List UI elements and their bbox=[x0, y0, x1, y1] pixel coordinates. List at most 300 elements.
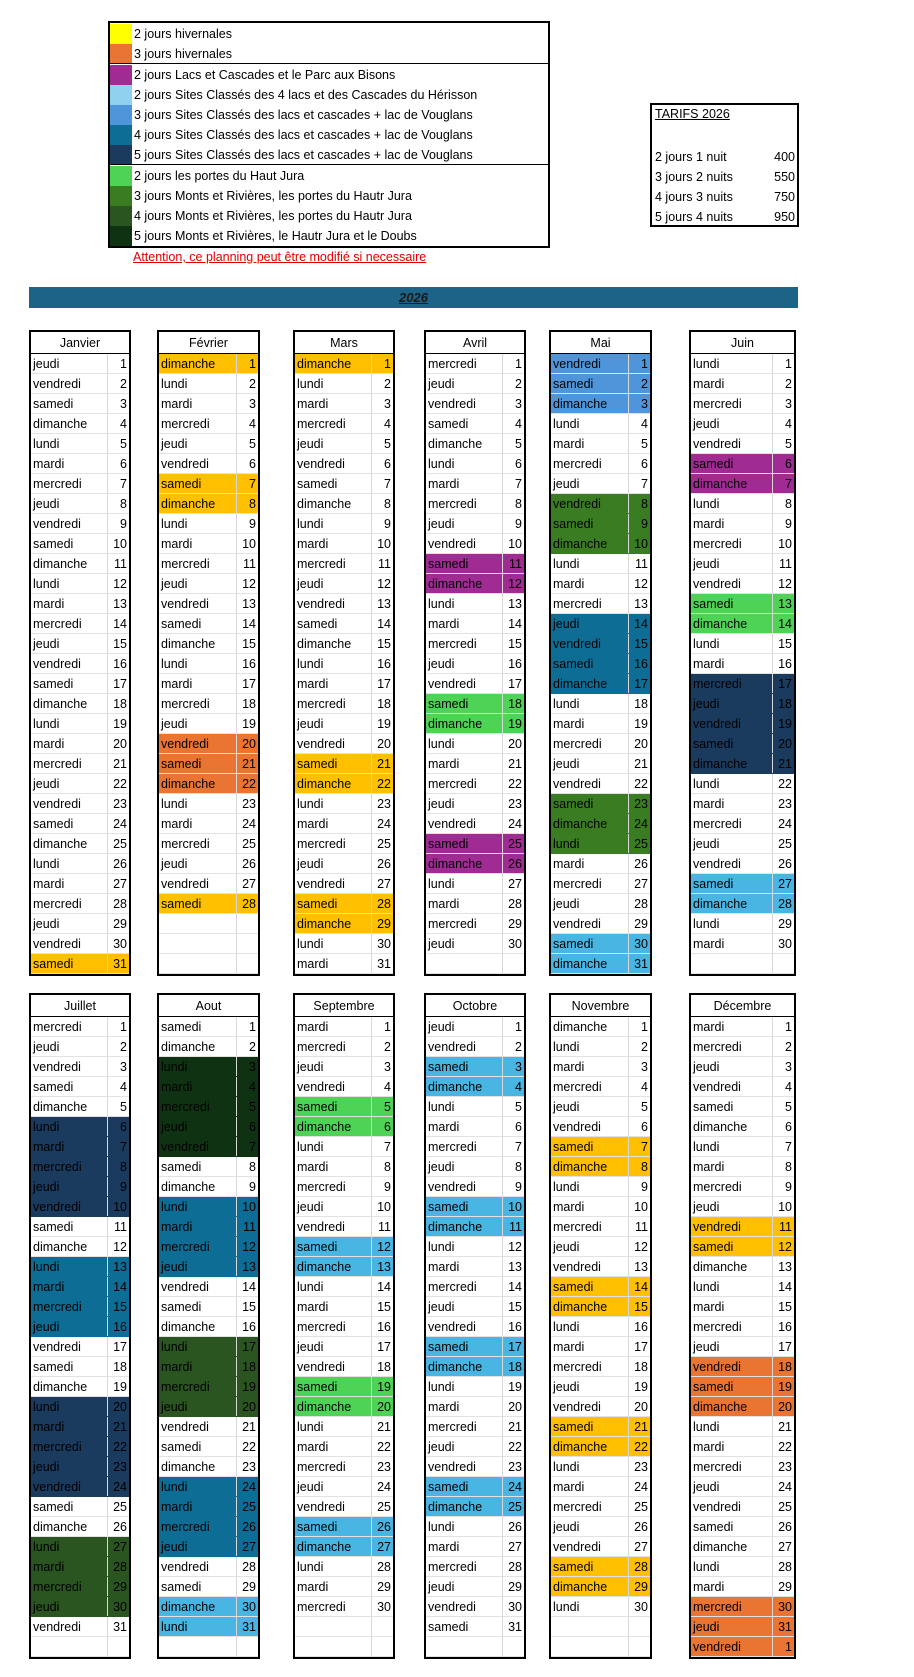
day-row bbox=[159, 1157, 258, 1177]
day-number: 7 bbox=[515, 477, 522, 491]
cell-divider bbox=[236, 1517, 237, 1536]
day-row bbox=[159, 794, 258, 814]
month-table bbox=[293, 330, 395, 976]
day-number: 28 bbox=[377, 897, 391, 911]
day-row bbox=[295, 774, 393, 794]
cell-divider bbox=[628, 454, 629, 473]
day-number: 6 bbox=[785, 457, 792, 471]
day-name: jeudi bbox=[693, 1060, 720, 1074]
cell-divider bbox=[502, 494, 503, 513]
day-row bbox=[691, 594, 794, 614]
day-name: dimanche bbox=[428, 1220, 483, 1234]
day-row bbox=[551, 614, 650, 634]
day-row bbox=[426, 1557, 524, 1577]
day-row bbox=[295, 374, 393, 394]
cell-divider bbox=[236, 754, 237, 773]
day-number: 12 bbox=[242, 1240, 256, 1254]
cell-divider bbox=[236, 894, 237, 913]
day-number: 13 bbox=[377, 597, 391, 611]
day-number: 30 bbox=[508, 1600, 522, 1614]
cell-divider bbox=[236, 554, 237, 573]
day-number: 15 bbox=[113, 1300, 127, 1314]
day-row bbox=[295, 794, 393, 814]
day-row bbox=[159, 454, 258, 474]
day-number: 19 bbox=[634, 717, 648, 731]
day-name: samedi bbox=[297, 1240, 338, 1254]
day-number: 1 bbox=[249, 1020, 256, 1034]
day-row bbox=[295, 1517, 393, 1537]
cell-divider bbox=[107, 1317, 108, 1336]
legend-item bbox=[110, 24, 548, 44]
cell-divider bbox=[628, 714, 629, 733]
day-name: dimanche bbox=[161, 1180, 216, 1194]
day-row bbox=[691, 454, 794, 474]
day-row bbox=[691, 534, 794, 554]
cell-divider bbox=[371, 874, 372, 893]
day-number: 27 bbox=[634, 1540, 648, 1554]
day-name: jeudi bbox=[428, 1580, 455, 1594]
day-name: mercredi bbox=[693, 1320, 742, 1334]
tarifs-box bbox=[650, 103, 799, 227]
cell-divider bbox=[371, 894, 372, 913]
day-name: lundi bbox=[297, 797, 324, 811]
day-number: 18 bbox=[242, 697, 256, 711]
day-name: jeudi bbox=[553, 1380, 580, 1394]
day-name: jeudi bbox=[33, 917, 60, 931]
day-name: jeudi bbox=[428, 517, 455, 531]
month-header: Février bbox=[159, 332, 258, 354]
day-row bbox=[426, 754, 524, 774]
day-name: dimanche bbox=[693, 477, 748, 491]
cell-divider bbox=[502, 834, 503, 853]
day-row bbox=[31, 774, 129, 794]
day-row bbox=[31, 654, 129, 674]
day-row bbox=[691, 1597, 794, 1617]
day-row bbox=[295, 614, 393, 634]
month-header: Juillet bbox=[31, 995, 129, 1017]
day-row bbox=[31, 454, 129, 474]
day-row bbox=[691, 1317, 794, 1337]
legend-swatch bbox=[110, 226, 132, 246]
day-name: mardi bbox=[33, 1140, 65, 1154]
day-row bbox=[159, 1097, 258, 1117]
day-name: samedi bbox=[428, 697, 469, 711]
day-name: jeudi bbox=[693, 417, 720, 431]
day-row bbox=[691, 754, 794, 774]
day-row bbox=[295, 1117, 393, 1137]
day-name: mardi bbox=[33, 457, 65, 471]
cell-divider bbox=[772, 914, 773, 933]
legend-label: 2 jours Sites Classés des 4 lacs et des Cascades du Hérisson bbox=[134, 88, 478, 102]
day-number: 25 bbox=[113, 1500, 127, 1514]
day-number: 25 bbox=[634, 837, 648, 851]
cell-divider bbox=[107, 1457, 108, 1476]
day-row bbox=[159, 394, 258, 414]
cell-divider bbox=[236, 574, 237, 593]
day-name: mercredi bbox=[161, 1520, 210, 1534]
day-name: dimanche bbox=[428, 437, 483, 451]
day-name: jeudi bbox=[428, 377, 455, 391]
cell-divider bbox=[371, 1617, 372, 1636]
day-row bbox=[31, 874, 129, 894]
day-name: lundi bbox=[693, 497, 720, 511]
day-row bbox=[31, 634, 129, 654]
day-row bbox=[159, 1637, 258, 1657]
day-row bbox=[551, 1637, 650, 1657]
day-name: vendredi bbox=[553, 1260, 601, 1274]
cell-divider bbox=[628, 554, 629, 573]
day-name: mardi bbox=[161, 1220, 193, 1234]
day-row bbox=[295, 674, 393, 694]
day-number: 20 bbox=[242, 1400, 256, 1414]
day-name: samedi bbox=[297, 617, 338, 631]
day-row bbox=[31, 1637, 129, 1657]
day-number: 17 bbox=[113, 677, 127, 691]
cell-divider bbox=[107, 1097, 108, 1116]
legend-swatch bbox=[110, 125, 132, 145]
day-name: samedi bbox=[693, 737, 734, 751]
day-row bbox=[426, 1157, 524, 1177]
cell-divider bbox=[628, 754, 629, 773]
day-number: 16 bbox=[242, 1320, 256, 1334]
day-name: lundi bbox=[33, 577, 60, 591]
day-row bbox=[691, 614, 794, 634]
cell-divider bbox=[502, 1137, 503, 1156]
day-name: jeudi bbox=[428, 1440, 455, 1454]
day-row bbox=[295, 934, 393, 954]
cell-divider bbox=[502, 1457, 503, 1476]
cell-divider bbox=[502, 394, 503, 413]
day-number: 20 bbox=[634, 1400, 648, 1414]
cell-divider bbox=[236, 854, 237, 873]
day-number: 22 bbox=[634, 777, 648, 791]
day-row bbox=[159, 1137, 258, 1157]
day-name: lundi bbox=[428, 737, 455, 751]
year-label: 2026 bbox=[399, 290, 428, 305]
day-row bbox=[691, 834, 794, 854]
day-number: 9 bbox=[515, 517, 522, 531]
day-number: 27 bbox=[508, 1540, 522, 1554]
day-number: 20 bbox=[508, 737, 522, 751]
day-name: vendredi bbox=[33, 797, 81, 811]
day-number: 5 bbox=[384, 1100, 391, 1114]
day-number: 21 bbox=[634, 757, 648, 771]
day-number: 3 bbox=[785, 397, 792, 411]
cell-divider bbox=[502, 614, 503, 633]
cell-divider bbox=[502, 1557, 503, 1576]
cell-divider bbox=[236, 514, 237, 533]
day-name: mercredi bbox=[161, 417, 210, 431]
day-row bbox=[691, 554, 794, 574]
day-row bbox=[159, 834, 258, 854]
day-row bbox=[426, 554, 524, 574]
cell-divider bbox=[628, 1597, 629, 1616]
day-number: 8 bbox=[515, 497, 522, 511]
cell-divider bbox=[772, 454, 773, 473]
day-number: 24 bbox=[113, 817, 127, 831]
day-name: mardi bbox=[553, 1480, 585, 1494]
day-number: 5 bbox=[384, 437, 391, 451]
day-number: 19 bbox=[113, 717, 127, 731]
day-row bbox=[426, 894, 524, 914]
day-row bbox=[159, 1057, 258, 1077]
day-name: vendredi bbox=[693, 1220, 741, 1234]
day-name: mardi bbox=[693, 1440, 725, 1454]
day-row bbox=[551, 1577, 650, 1597]
cell-divider bbox=[772, 1637, 773, 1656]
legend-item bbox=[110, 65, 548, 85]
day-row bbox=[691, 654, 794, 674]
day-name: mercredi bbox=[161, 557, 210, 571]
cell-divider bbox=[502, 1517, 503, 1536]
day-number: 7 bbox=[120, 477, 127, 491]
day-row bbox=[31, 794, 129, 814]
day-row bbox=[691, 714, 794, 734]
day-row bbox=[551, 1557, 650, 1577]
cell-divider bbox=[772, 1077, 773, 1096]
day-row bbox=[31, 1097, 129, 1117]
day-row bbox=[426, 514, 524, 534]
day-row bbox=[426, 914, 524, 934]
day-number: 5 bbox=[515, 1100, 522, 1114]
day-name: mardi bbox=[693, 1160, 725, 1174]
day-name: mardi bbox=[693, 1580, 725, 1594]
day-row bbox=[31, 914, 129, 934]
cell-divider bbox=[371, 1037, 372, 1056]
day-number: 2 bbox=[120, 377, 127, 391]
day-name: mercredi bbox=[693, 1180, 742, 1194]
day-row bbox=[691, 1497, 794, 1517]
cell-divider bbox=[236, 474, 237, 493]
cell-divider bbox=[772, 1337, 773, 1356]
day-number: 11 bbox=[243, 1220, 256, 1234]
day-row bbox=[31, 394, 129, 414]
day-number: 14 bbox=[242, 617, 256, 631]
day-number: 4 bbox=[641, 417, 648, 431]
cell-divider bbox=[371, 1557, 372, 1576]
cell-divider bbox=[236, 1357, 237, 1376]
day-number: 13 bbox=[508, 597, 522, 611]
day-number: 6 bbox=[384, 457, 391, 471]
day-name: vendredi bbox=[33, 377, 81, 391]
day-name: samedi bbox=[553, 1420, 594, 1434]
day-number: 7 bbox=[641, 477, 648, 491]
cell-divider bbox=[772, 1537, 773, 1556]
month-table bbox=[293, 993, 395, 1659]
cell-divider bbox=[371, 394, 372, 413]
cell-divider bbox=[502, 894, 503, 913]
day-name: vendredi bbox=[297, 457, 345, 471]
day-name: vendredi bbox=[553, 1120, 601, 1134]
day-name: samedi bbox=[553, 377, 594, 391]
day-row bbox=[426, 474, 524, 494]
cell-divider bbox=[628, 1157, 629, 1176]
day-name: mercredi bbox=[428, 357, 477, 371]
cell-divider bbox=[371, 614, 372, 633]
day-number: 10 bbox=[377, 537, 391, 551]
cell-divider bbox=[236, 1497, 237, 1516]
day-number: 20 bbox=[634, 737, 648, 751]
day-number: 18 bbox=[634, 1360, 648, 1374]
day-name: vendredi bbox=[693, 1360, 741, 1374]
cell-divider bbox=[502, 634, 503, 653]
day-name: mardi bbox=[693, 1300, 725, 1314]
cell-divider bbox=[236, 1117, 237, 1136]
day-number: 3 bbox=[249, 1060, 256, 1074]
day-name: mardi bbox=[553, 437, 585, 451]
day-row bbox=[426, 1257, 524, 1277]
day-row bbox=[551, 654, 650, 674]
day-row bbox=[551, 1397, 650, 1417]
cell-divider bbox=[107, 1337, 108, 1356]
day-row bbox=[31, 894, 129, 914]
day-number: 18 bbox=[113, 697, 127, 711]
day-row bbox=[426, 374, 524, 394]
day-row bbox=[31, 414, 129, 434]
day-row bbox=[295, 834, 393, 854]
day-number: 10 bbox=[508, 1200, 522, 1214]
day-row bbox=[159, 1077, 258, 1097]
cell-divider bbox=[628, 634, 629, 653]
cell-divider bbox=[107, 1397, 108, 1416]
day-name: jeudi bbox=[693, 697, 720, 711]
day-number: 5 bbox=[785, 1100, 792, 1114]
cell-divider bbox=[236, 694, 237, 713]
cell-divider bbox=[628, 1137, 629, 1156]
day-name: lundi bbox=[33, 857, 60, 871]
legend-label: 2 jours Lacs et Cascades et le Parc aux Bisons bbox=[134, 68, 396, 82]
cell-divider bbox=[107, 1177, 108, 1196]
cell-divider bbox=[236, 394, 237, 413]
day-name: vendredi bbox=[693, 1080, 741, 1094]
day-row bbox=[295, 1137, 393, 1157]
day-row bbox=[551, 1377, 650, 1397]
cell-divider bbox=[236, 874, 237, 893]
cell-divider bbox=[502, 474, 503, 493]
cell-divider bbox=[371, 1437, 372, 1456]
day-number: 29 bbox=[113, 917, 127, 931]
day-row bbox=[159, 774, 258, 794]
day-row bbox=[551, 1057, 650, 1077]
legend-item bbox=[110, 166, 548, 186]
cell-divider bbox=[628, 934, 629, 953]
day-name: mercredi bbox=[553, 1080, 602, 1094]
day-row bbox=[426, 674, 524, 694]
cell-divider bbox=[107, 754, 108, 773]
day-number: 9 bbox=[384, 517, 391, 531]
cell-divider bbox=[628, 1517, 629, 1536]
day-name: dimanche bbox=[161, 777, 216, 791]
cell-divider bbox=[502, 1197, 503, 1216]
month-header: Décembre bbox=[691, 995, 794, 1017]
cell-divider bbox=[107, 474, 108, 493]
day-row bbox=[426, 1177, 524, 1197]
day-row bbox=[426, 1277, 524, 1297]
day-row bbox=[31, 374, 129, 394]
day-row bbox=[295, 394, 393, 414]
day-row bbox=[551, 834, 650, 854]
cell-divider bbox=[236, 1637, 237, 1656]
day-number: 15 bbox=[508, 637, 522, 651]
day-number: 4 bbox=[249, 1080, 256, 1094]
day-row bbox=[551, 1457, 650, 1477]
day-number: 15 bbox=[778, 1300, 792, 1314]
cell-divider bbox=[371, 694, 372, 713]
cell-divider bbox=[236, 1217, 237, 1236]
cell-divider bbox=[772, 554, 773, 573]
day-name: mardi bbox=[297, 1020, 329, 1034]
day-name: jeudi bbox=[428, 797, 455, 811]
day-number: 16 bbox=[377, 1320, 391, 1334]
day-row bbox=[691, 1517, 794, 1537]
day-row bbox=[295, 474, 393, 494]
day-number: 21 bbox=[508, 1420, 522, 1434]
cell-divider bbox=[107, 774, 108, 793]
cell-divider bbox=[371, 1257, 372, 1276]
cell-divider bbox=[236, 1617, 237, 1636]
day-name: mardi bbox=[428, 477, 460, 491]
day-row bbox=[31, 674, 129, 694]
day-name: vendredi bbox=[428, 1600, 476, 1614]
cell-divider bbox=[236, 1597, 237, 1616]
day-row bbox=[691, 794, 794, 814]
day-number: 19 bbox=[113, 1380, 127, 1394]
day-number: 29 bbox=[634, 917, 648, 931]
day-name: lundi bbox=[33, 1120, 60, 1134]
year-banner bbox=[29, 287, 798, 308]
month-table bbox=[549, 993, 652, 1659]
day-name: jeudi bbox=[693, 557, 720, 571]
day-number: 20 bbox=[242, 737, 256, 751]
day-row bbox=[691, 1137, 794, 1157]
day-row bbox=[159, 914, 258, 934]
day-name: samedi bbox=[553, 657, 594, 671]
day-row bbox=[426, 734, 524, 754]
day-number: 17 bbox=[778, 677, 792, 691]
day-number: 9 bbox=[120, 1180, 127, 1194]
day-number: 10 bbox=[778, 537, 792, 551]
day-number: 18 bbox=[113, 1360, 127, 1374]
day-name: samedi bbox=[33, 957, 74, 971]
day-row bbox=[31, 1457, 129, 1477]
day-number: 12 bbox=[778, 577, 792, 591]
day-number: 29 bbox=[508, 1580, 522, 1594]
day-name: mardi bbox=[33, 737, 65, 751]
day-name: jeudi bbox=[161, 1540, 188, 1554]
day-number: 19 bbox=[508, 1380, 522, 1394]
legend-swatch bbox=[110, 65, 132, 85]
tarif-row bbox=[655, 167, 795, 187]
cell-divider bbox=[502, 1257, 503, 1276]
day-row bbox=[426, 414, 524, 434]
cell-divider bbox=[772, 494, 773, 513]
day-name: mardi bbox=[693, 937, 725, 951]
day-number: 2 bbox=[785, 377, 792, 391]
day-row bbox=[691, 1297, 794, 1317]
cell-divider bbox=[502, 1057, 503, 1076]
day-row bbox=[426, 1637, 524, 1657]
cell-divider bbox=[236, 1017, 237, 1036]
day-row bbox=[551, 1117, 650, 1137]
day-number: 23 bbox=[778, 797, 792, 811]
cell-divider bbox=[107, 1417, 108, 1436]
tarif-label: 2 jours 1 nuit bbox=[655, 150, 727, 164]
day-row bbox=[551, 694, 650, 714]
day-number: 26 bbox=[113, 1520, 127, 1534]
day-name: mardi bbox=[428, 1120, 460, 1134]
day-row bbox=[159, 1177, 258, 1197]
day-row bbox=[551, 734, 650, 754]
